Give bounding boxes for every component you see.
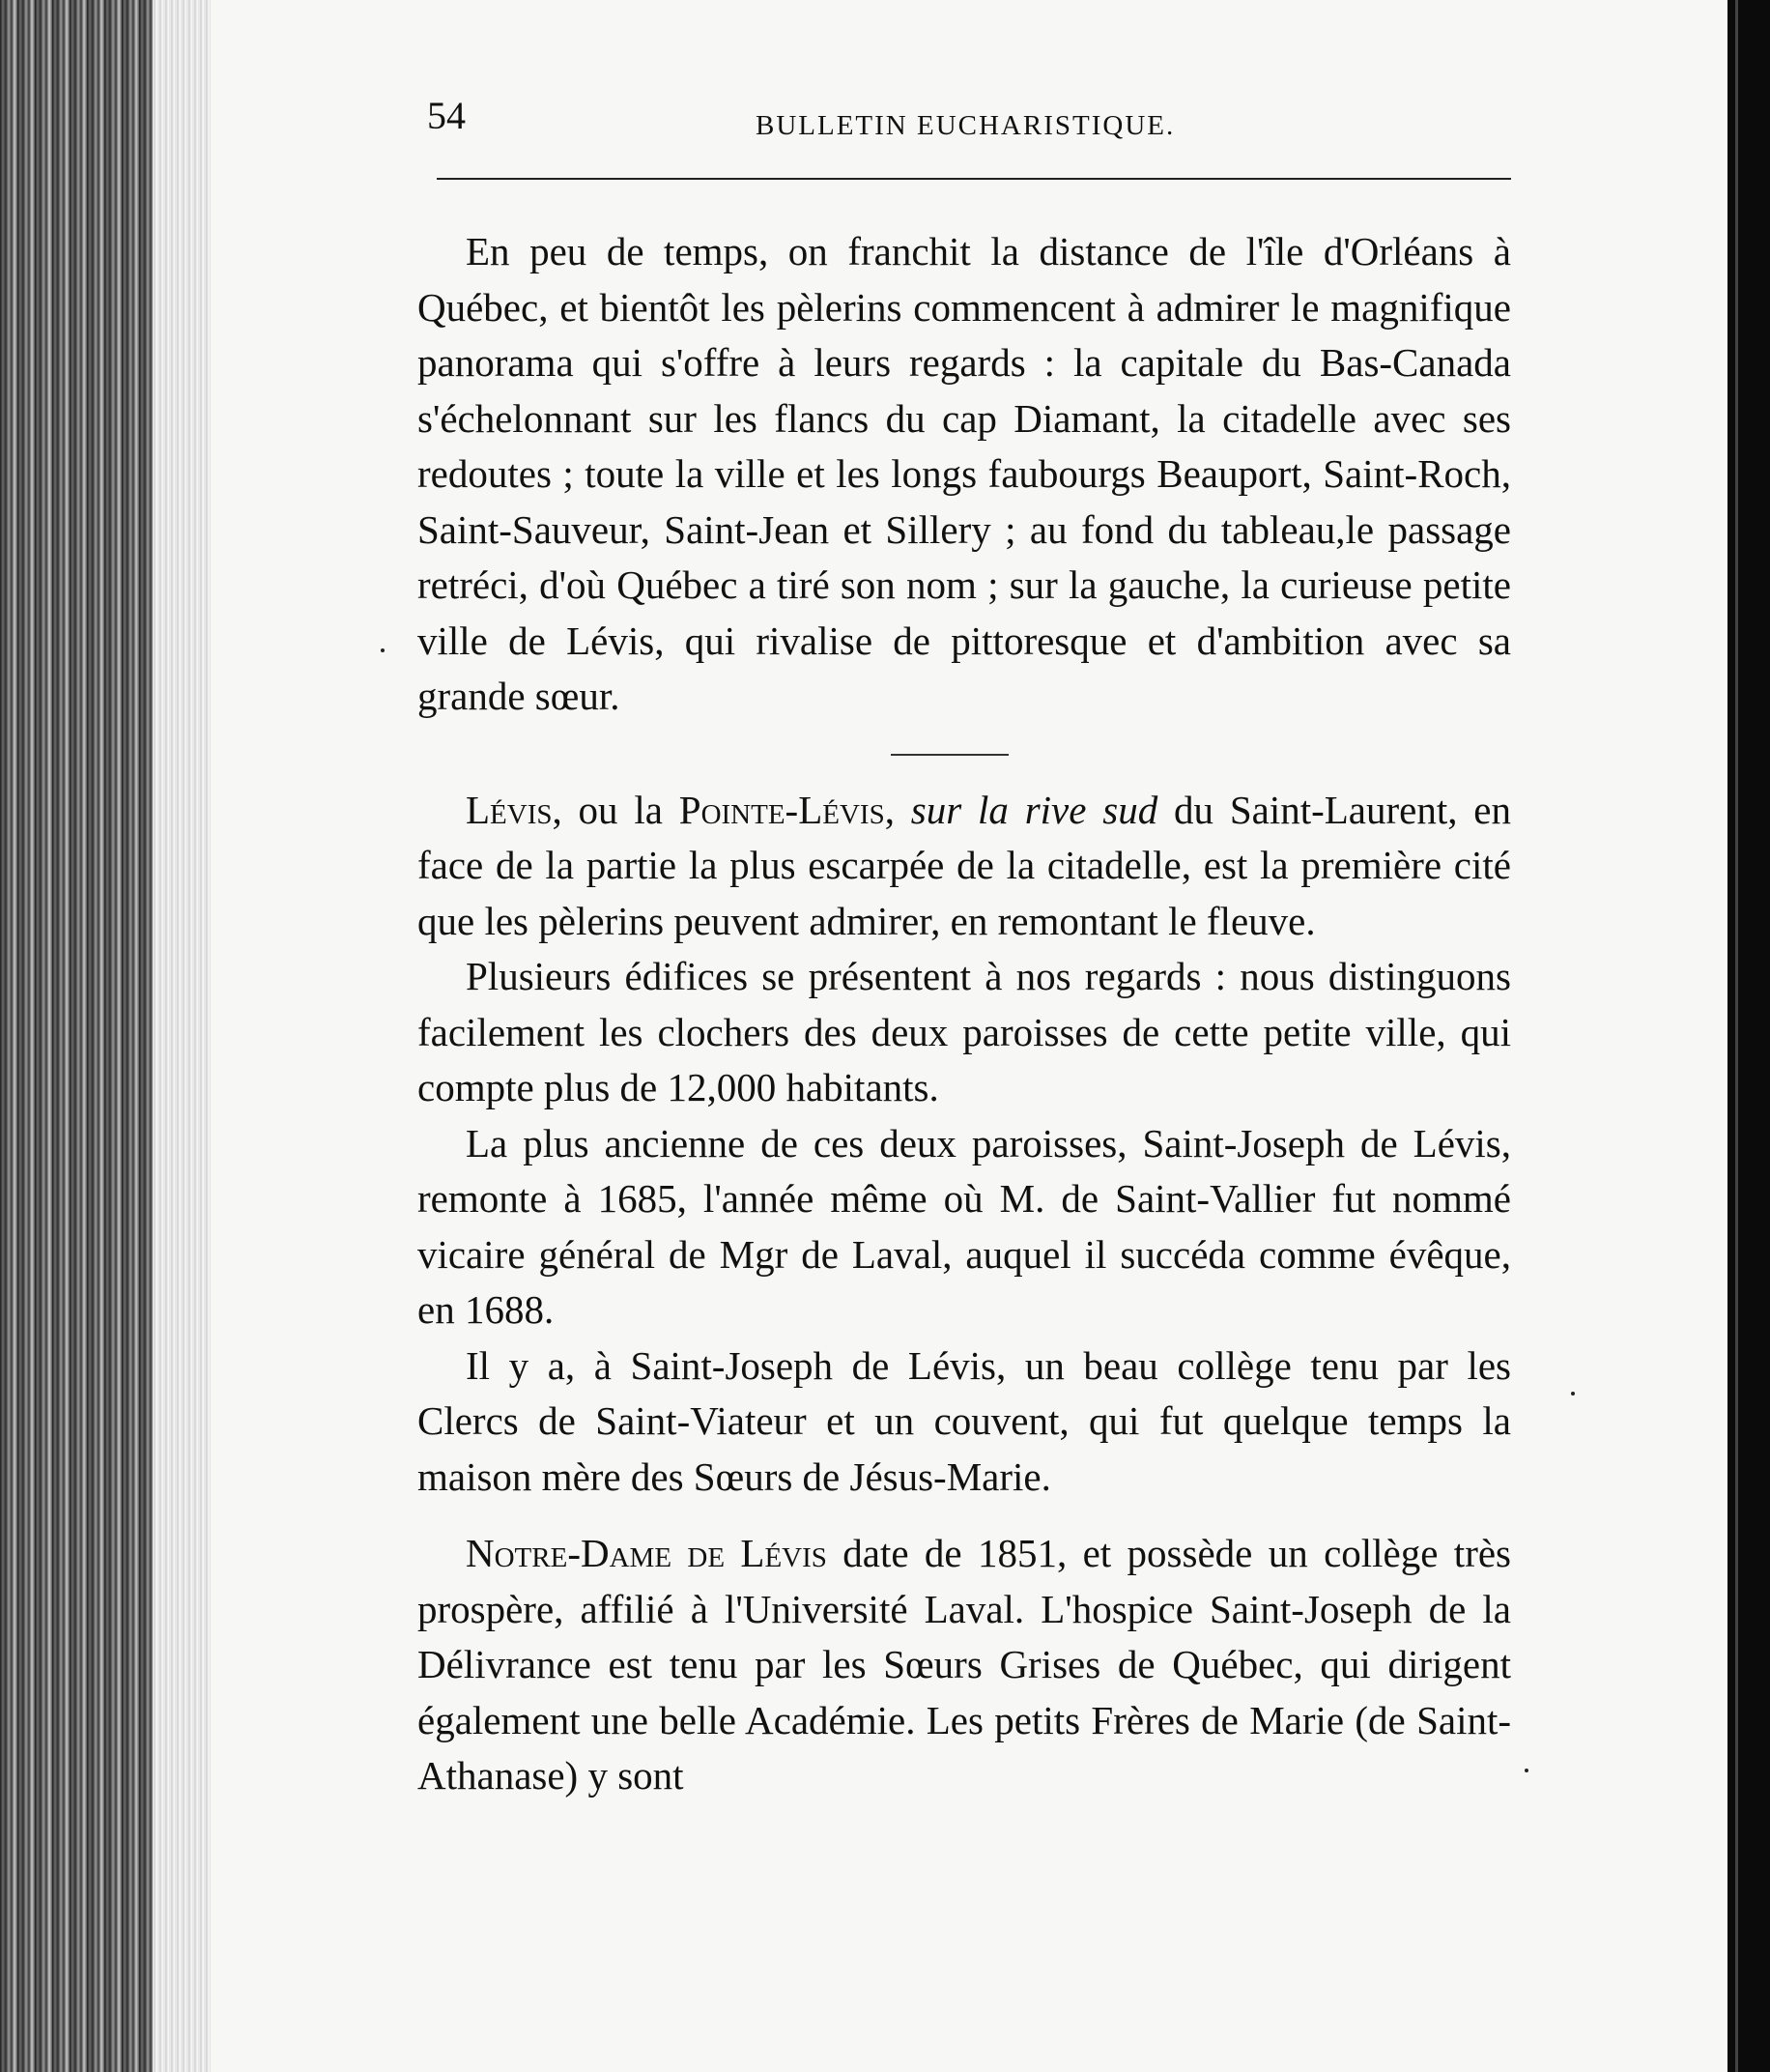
notre-dame-text: date de 1851, et possède un collège très prospère, affilié à l'Université Laval. L'hospice Saint-Joseph de la Délivrance est tenu par les Sœurs Grises de Québec, qui dirigent également une belle Académie. Les petits Frères de Marie (de Saint-Athanase) y sont	[417, 1531, 1511, 1798]
body-text	[417, 224, 1511, 1804]
right-page-edge	[1727, 0, 1770, 2072]
print-speck	[381, 648, 385, 652]
rive-sud-italic: sur la rive sud	[910, 787, 1158, 832]
running-title: BULLETIN EUCHARISTIQUE.	[756, 110, 1176, 141]
paragraph-edifices: Plusieurs édifices se présentent à nos regards : nous distinguons facilement les clochers des deux paroisses de cette petite ville, qui compte plus de 12,000 habitants.	[417, 954, 1511, 1109]
book-page-edges	[0, 0, 211, 2072]
header-rule	[437, 178, 1511, 180]
paragraph-notre-dame	[417, 1526, 1511, 1804]
print-speck	[1525, 1769, 1528, 1772]
levis-text-1: , ou la	[552, 787, 679, 832]
paragraph-gap	[417, 1505, 1511, 1526]
notre-dame-smallcaps: Notre-Dame de Lévis	[466, 1531, 827, 1575]
print-speck	[1571, 1392, 1575, 1396]
levis-smallcaps: Lévis	[466, 787, 553, 832]
page-header	[427, 89, 1509, 147]
section-separator	[891, 754, 1009, 756]
pointe-levis-smallcaps: Pointe-Lévis	[678, 787, 885, 832]
page-number: 54	[427, 94, 466, 137]
paragraph-panorama: En peu de temps, on franchit la distance de l'île d'Orléans à Québec, et bientôt les pèlerins commencent à admirer le magnifique panorama qui s'offre à leurs regards : la capitale du Bas-Canada s'échelonnant sur les flancs du cap Diamant, la citadelle avec ses redoutes ; toute la ville et les longs faubourgs Beauport, Saint-Roch, Saint-Sauveur, Saint-Jean et Sillery ; au fond du tableau,le passage retréci, d'où Québec a tiré son nom ; sur la gauche, la curieuse petite ville de Lévis, qui rivalise de pittoresque et d'ambition avec sa grande sœur.	[417, 229, 1511, 718]
paragraph-saint-joseph: La plus ancienne de ces deux paroisses, Saint-Joseph de Lévis, remonte à 1685, l'année même où M. de Saint-Vallier fut nommé vicaire général de Mgr de Laval, auquel il succéda comme évêque, en 1688.	[417, 1120, 1511, 1332]
levis-text-2: ,	[884, 787, 911, 832]
paragraph-college: Il y a, à Saint-Joseph de Lévis, un beau collège tenu par les Clercs de Saint-Viateur et un couvent, qui fut quelque temps la maison mère des Sœurs de Jésus-Marie.	[417, 1342, 1511, 1499]
paragraph-levis	[417, 783, 1511, 950]
levis-text-3: du Saint-Laurent, en face de la partie la plus escarpée de la citadelle, est la première cité que les pèlerins peuvent admirer, en remontant le fleuve.	[417, 787, 1512, 943]
